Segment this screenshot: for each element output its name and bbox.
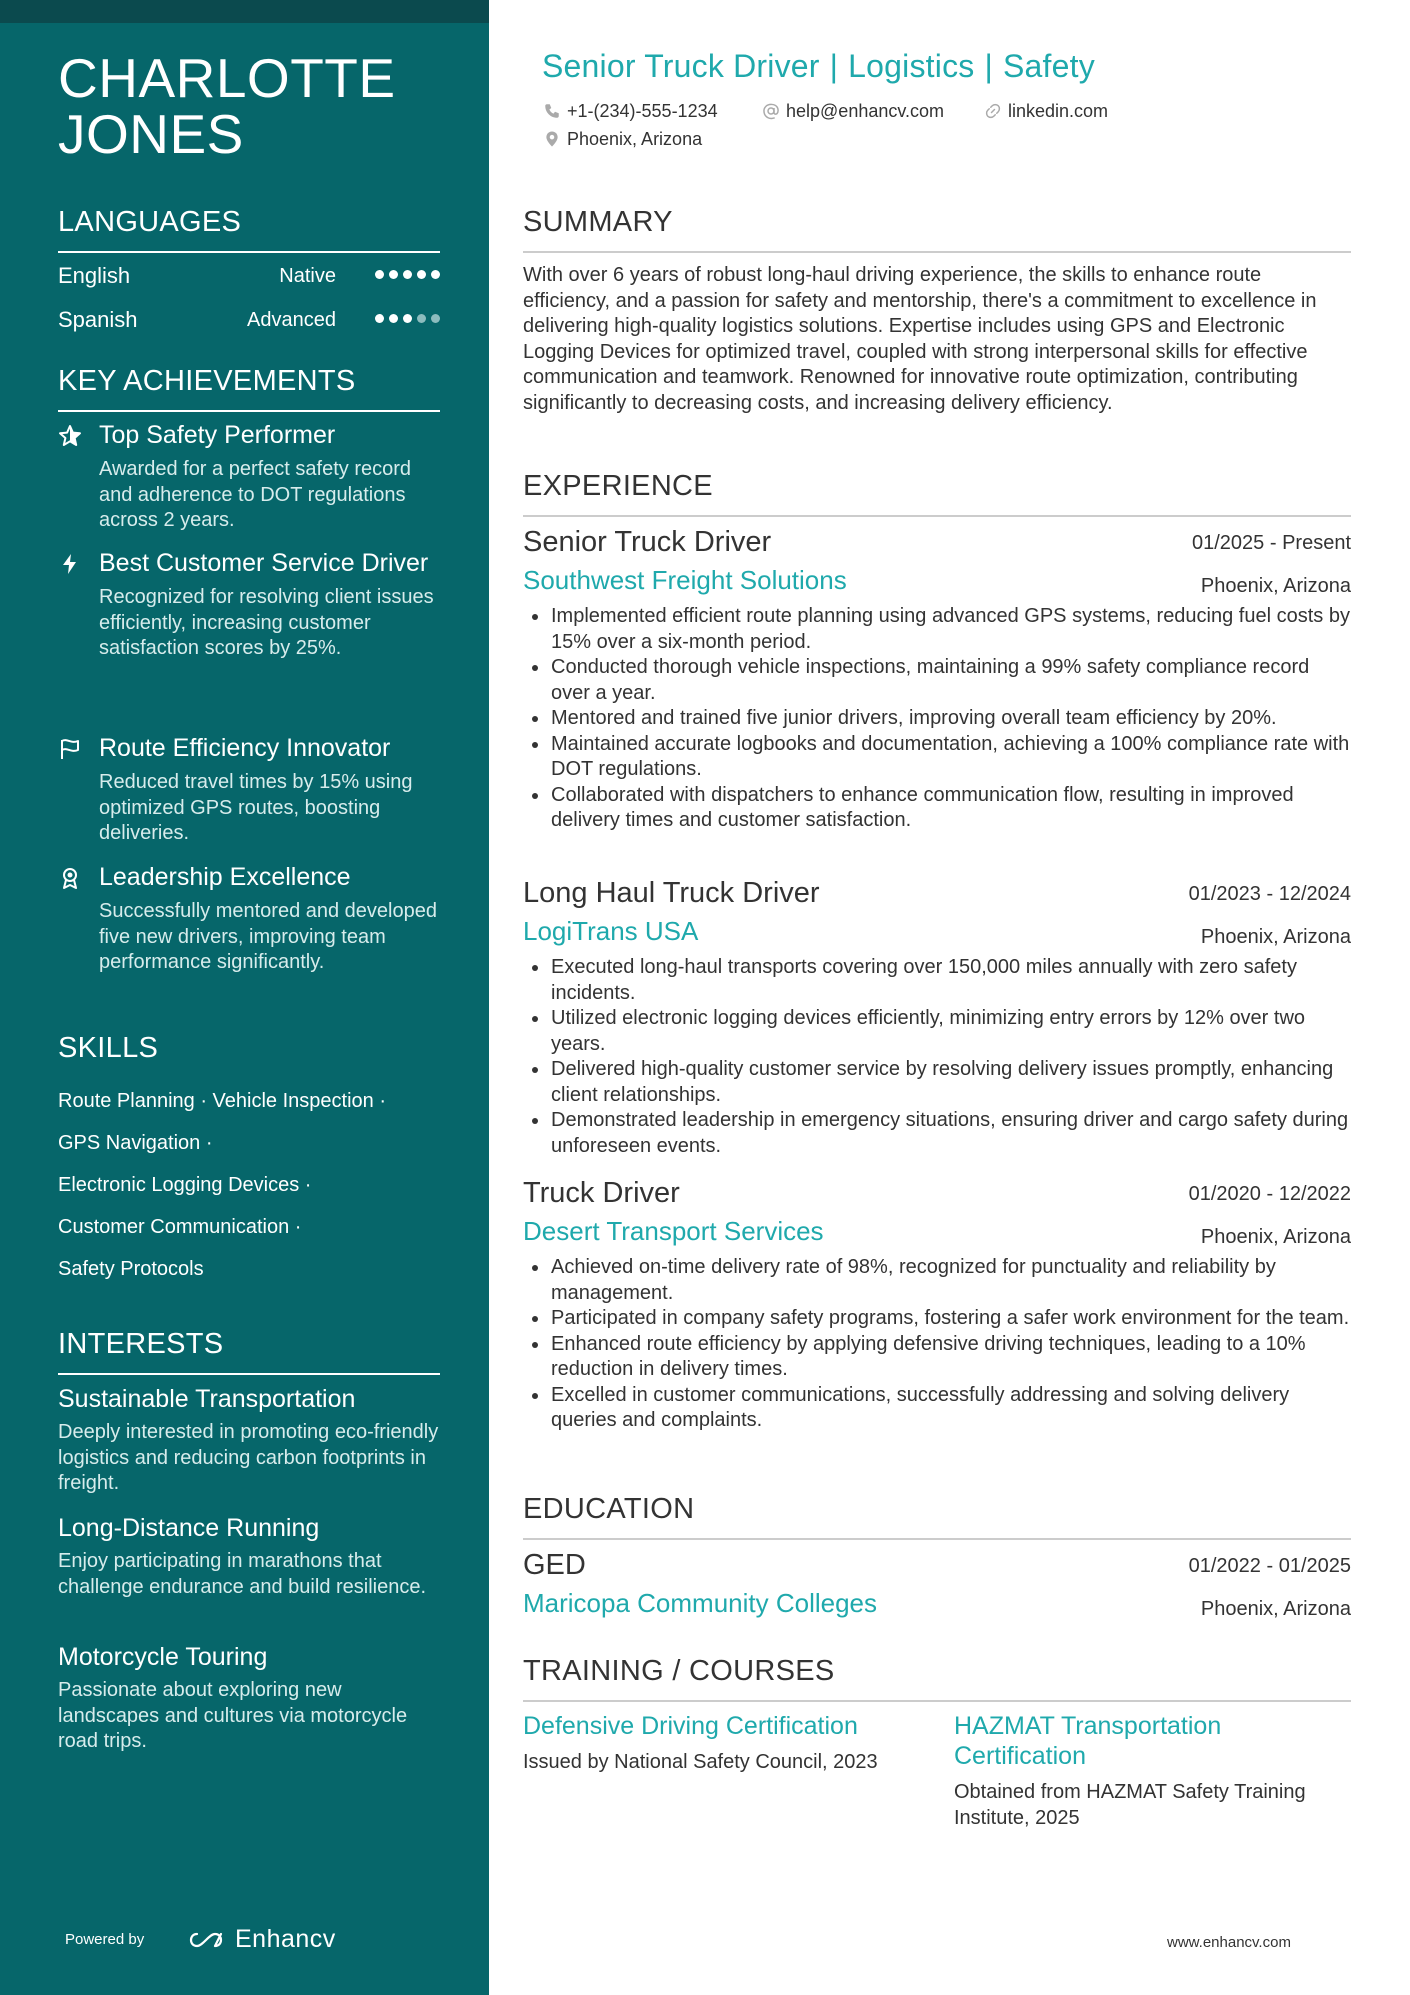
job-bullet: Maintained accurate logbooks and documentation, achieving a 100% compliance rate with DOT regulations. (523, 732, 1351, 783)
job-location: Phoenix, Arizona (1200, 575, 1351, 597)
contact-location (543, 129, 702, 150)
job-bullet: Implemented efficient route planning using advanced GPS systems, reducing fuel costs by 15% over a six-month period. (523, 604, 1351, 655)
job-dates: 01/2020 - 12/2022 (1188, 1183, 1351, 1205)
sidebar (0, 0, 489, 1995)
headline (542, 48, 1095, 85)
headline-field: Logistics (848, 48, 975, 84)
rating-dot (417, 270, 426, 279)
first-name: CHARLOTTE (58, 47, 396, 109)
job-bullets (523, 604, 1351, 834)
job-bullet: Demonstrated leadership in emergency situations, ensuring driver and cargo safety during unforeseen events. (523, 1108, 1351, 1159)
award-icon (58, 866, 82, 890)
job-entry (523, 877, 1351, 1159)
job-bullet: Delivered high-quality customer service by resolving delivery issues promptly, enhancing client relationships. (523, 1057, 1351, 1108)
job-bullets (523, 1255, 1351, 1434)
job-bullet: Collaborated with dispatchers to enhance communication flow, resulting in improved delivery times and customer satisfaction. (523, 783, 1351, 834)
rating-dot (403, 314, 412, 323)
rating-dot (431, 314, 440, 323)
job-title: Long Haul Truck Driver (523, 877, 820, 909)
interest-title: Sustainable Transportation (58, 1385, 356, 1413)
job-company: LogiTrans USA (523, 916, 699, 946)
course-title: Defensive Driving Certification (523, 1712, 858, 1740)
education-entry (523, 1549, 1351, 1619)
language-level: Native (279, 265, 336, 287)
location-text: Phoenix, Arizona (567, 129, 703, 149)
rating-dot (417, 314, 426, 323)
course-desc: Obtained from HAZMAT Safety Training Institute, 2025 (954, 1781, 1306, 1829)
interest-desc: Passionate about exploring new landscapes and cultures via motorcycle road trips. (58, 1679, 408, 1752)
achievement-item (58, 733, 440, 847)
contact-link[interactable] (984, 101, 1108, 122)
skill-line: Safety Protocols (58, 1258, 204, 1280)
rating-dot (375, 314, 384, 323)
skill-line: Customer Communication · (58, 1216, 302, 1238)
job-company: Southwest Freight Solutions (523, 565, 847, 595)
sidebar-top-strip (0, 0, 489, 23)
rating-dot (389, 270, 398, 279)
footer-website[interactable]: www.enhancv.com (1167, 1934, 1291, 1951)
powered-by-label: Powered by (65, 1931, 145, 1948)
lightning-icon (58, 552, 82, 576)
interest-desc: Enjoy participating in marathons that challenge endurance and build resilience. (58, 1550, 427, 1598)
language-row (58, 307, 440, 337)
phone-icon (543, 102, 561, 120)
job-dates: 01/2023 - 12/2024 (1188, 883, 1351, 905)
job-bullet: Mentored and trained five junior drivers, improving overall team efficiency by 20%. (523, 706, 1351, 732)
education-degree: GED (523, 1549, 586, 1581)
last-name: JONES (58, 103, 244, 165)
rating-dot (375, 270, 384, 279)
language-name: Spanish (58, 307, 138, 332)
phone-text: +1-(234)-555-1234 (567, 101, 718, 121)
job-dates: 01/2025 - Present (1192, 532, 1351, 554)
link-text: linkedin.com (1008, 101, 1109, 121)
language-rating (370, 266, 440, 282)
skills-heading: SKILLS (58, 1032, 159, 1064)
headline-separator: | (984, 48, 993, 84)
job-location: Phoenix, Arizona (1200, 926, 1351, 948)
achievement-item (58, 548, 440, 662)
education-location: Phoenix, Arizona (1200, 1598, 1351, 1620)
course-title: HAZMAT Transportation Certification (954, 1712, 1222, 1770)
job-entry (523, 526, 1351, 834)
job-bullet: Enhanced route efficiency by applying defensive driving techniques, leading to a 10% reduction in delivery times. (523, 1332, 1351, 1383)
job-bullet: Achieved on-time delivery rate of 98%, recognized for punctuality and reliability by management. (523, 1255, 1351, 1306)
achievement-desc: Successfully mentored and developed five new drivers, improving team performance significantly. (99, 900, 437, 973)
course-desc: Issued by National Safety Council, 2023 (523, 1751, 878, 1773)
skill-line: Route Planning · Vehicle Inspection · (58, 1090, 386, 1112)
language-level: Advanced (247, 309, 336, 331)
achievement-item (58, 420, 440, 534)
languages-heading: LANGUAGES (58, 206, 440, 253)
contact-phone[interactable] (543, 101, 718, 122)
course-item (954, 1711, 1351, 1831)
interest-item (58, 1513, 440, 1600)
headline-role: Senior Truck Driver (542, 48, 820, 84)
summary-heading: SUMMARY (523, 206, 1351, 253)
flag-icon (58, 737, 82, 761)
language-row (58, 263, 440, 293)
summary-text: With over 6 years of robust long-haul driving experience, the skills to enhance route efficiency, and a passion for safety and mentorship, there's a commitment to excellence in delivering high-quality logistics solutions. Expertise includes using GPS and Electronic Logging Devices for optimized travel, coupled with strong interpersonal skills for effective communication and teamwork. Renowned for innovative route optimization, contributing significantly to decreasing costs, and increasing delivery efficiency. (523, 264, 1317, 414)
skill-line: GPS Navigation · (58, 1132, 213, 1154)
experience-heading: EXPERIENCE (523, 470, 1351, 517)
rating-dot (389, 314, 398, 323)
job-bullet: Executed long-haul transports covering over 150,000 miles annually with zero safety incidents. (523, 955, 1351, 1006)
star-icon (58, 424, 82, 448)
rating-dot (403, 270, 412, 279)
headline-focus: Safety (1003, 48, 1095, 84)
brand-name: Enhancv (235, 1925, 336, 1953)
education-dates: 01/2022 - 01/2025 (1188, 1555, 1351, 1577)
job-title: Senior Truck Driver (523, 526, 772, 558)
language-rating (370, 310, 440, 326)
interest-item (58, 1384, 440, 1497)
enhancv-logo[interactable] (185, 1925, 336, 1954)
education-school: Maricopa Community Colleges (523, 1588, 878, 1618)
interest-desc: Deeply interested in promoting eco-friendly logistics and reducing carbon footprints in freight. (58, 1421, 439, 1494)
job-location: Phoenix, Arizona (1200, 1226, 1351, 1248)
headline-separator: | (829, 48, 839, 84)
location-pin-icon (543, 130, 561, 148)
job-bullet: Participated in company safety programs, fostering a safer work environment for the team. (523, 1306, 1351, 1332)
achievements-heading: KEY ACHIEVEMENTS (58, 365, 440, 412)
candidate-name (58, 47, 458, 165)
job-bullet: Conducted thorough vehicle inspections, maintaining a 99% safety compliance record over a year. (523, 655, 1351, 706)
achievement-desc: Reduced travel times by 15% using optimized GPS routes, boosting deliveries. (99, 771, 413, 844)
achievement-item (58, 862, 440, 976)
at-icon (762, 102, 780, 120)
job-title: Truck Driver (523, 1177, 680, 1209)
achievement-desc: Awarded for a perfect safety record and adherence to DOT regulations across 2 years. (99, 458, 412, 531)
contact-email[interactable] (762, 101, 944, 122)
link-icon (984, 102, 1002, 120)
achievement-title: Route Efficiency Innovator (99, 734, 391, 762)
job-bullet: Excelled in customer communications, successfully addressing and solving delivery queries and complaints. (523, 1383, 1351, 1434)
language-name: English (58, 263, 131, 288)
achievement-title: Top Safety Performer (99, 421, 336, 449)
email-text: help@enhancv.com (786, 101, 945, 121)
job-entry (523, 1177, 1351, 1434)
interest-title: Motorcycle Touring (58, 1643, 268, 1671)
enhancv-logo-icon (185, 1928, 229, 1952)
interests-heading: INTERESTS (58, 1328, 440, 1375)
job-company: Desert Transport Services (523, 1216, 824, 1246)
achievement-title: Best Customer Service Driver (99, 549, 429, 577)
job-bullet: Utilized electronic logging devices efficiently, minimizing entry errors by 12% over two years. (523, 1006, 1351, 1057)
achievement-desc: Recognized for resolving client issues efficiently, increasing customer satisfaction scores by 25%. (99, 586, 434, 659)
training-heading: TRAINING / COURSES (523, 1655, 1351, 1702)
education-heading: EDUCATION (523, 1493, 1351, 1540)
skill-line: Electronic Logging Devices · (58, 1174, 312, 1196)
interest-title: Long-Distance Running (58, 1514, 320, 1542)
achievement-title: Leadership Excellence (99, 863, 351, 891)
job-bullets (523, 955, 1351, 1159)
interest-item (58, 1642, 440, 1755)
course-item (523, 1711, 933, 1776)
rating-dot (431, 270, 440, 279)
